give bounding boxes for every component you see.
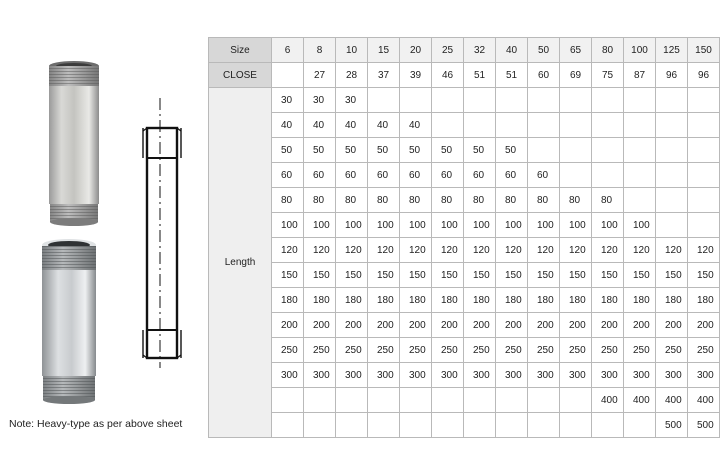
length-row [209,188,720,213]
length-cell [560,163,592,188]
length-cell: 60 [336,163,368,188]
length-cell [464,113,496,138]
length-cell: 100 [560,213,592,238]
length-cell: 100 [496,213,528,238]
length-label: Length [209,88,272,438]
length-cell: 250 [272,338,304,363]
length-cell [496,88,528,113]
length-cell: 60 [496,163,528,188]
length-row [209,138,720,163]
length-cell: 60 [400,163,432,188]
stainless-pipe-nipple-photo [46,60,102,226]
length-row [209,288,720,313]
length-cell: 150 [400,263,432,288]
close-cell: 60 [528,63,560,88]
length-cell [624,138,656,163]
length-cell: 300 [304,363,336,388]
length-cell [400,88,432,113]
close-cell: 46 [432,63,464,88]
length-cell: 180 [336,288,368,313]
length-cell: 250 [368,338,400,363]
size-cell: 8 [304,38,336,63]
length-cell [560,413,592,438]
size-cell: 50 [528,38,560,63]
length-cell: 200 [304,313,336,338]
length-cell: 180 [272,288,304,313]
length-cell: 80 [592,188,624,213]
size-cell: 65 [560,38,592,63]
length-cell: 300 [432,363,464,388]
length-cell: 200 [464,313,496,338]
length-cell: 300 [496,363,528,388]
length-cell: 80 [336,188,368,213]
length-cell: 150 [368,263,400,288]
length-cell: 150 [688,263,720,288]
length-cell: 100 [368,213,400,238]
length-cell [560,113,592,138]
length-cell [528,113,560,138]
length-cell [400,413,432,438]
length-cell: 200 [336,313,368,338]
length-cell: 80 [272,188,304,213]
length-cell: 200 [592,313,624,338]
length-cell: 400 [688,388,720,413]
length-cell [528,413,560,438]
length-cell: 150 [464,263,496,288]
size-cell: 150 [688,38,720,63]
length-cell: 180 [592,288,624,313]
length-cell: 250 [560,338,592,363]
length-cell [624,113,656,138]
length-cell: 100 [464,213,496,238]
length-cell: 40 [368,113,400,138]
length-cell [624,88,656,113]
size-cell: 15 [368,38,400,63]
length-cell: 120 [688,238,720,263]
length-cell: 150 [656,263,688,288]
length-cell: 100 [336,213,368,238]
length-cell: 150 [272,263,304,288]
length-cell [432,113,464,138]
length-cell: 120 [368,238,400,263]
length-cell: 400 [656,388,688,413]
length-cell [432,413,464,438]
size-row [209,38,720,63]
length-cell [560,388,592,413]
length-row [209,313,720,338]
close-cell [272,63,304,88]
length-cell: 180 [368,288,400,313]
length-cell [272,413,304,438]
length-cell: 80 [432,188,464,213]
length-cell: 120 [624,238,656,263]
length-cell: 180 [464,288,496,313]
length-cell: 80 [528,188,560,213]
length-cell: 200 [560,313,592,338]
length-cell: 300 [528,363,560,388]
length-cell [336,388,368,413]
length-cell [656,88,688,113]
length-cell [624,413,656,438]
length-cell: 200 [688,313,720,338]
length-cell: 180 [400,288,432,313]
length-cell: 80 [496,188,528,213]
length-cell: 60 [528,163,560,188]
length-cell: 200 [272,313,304,338]
close-cell: 28 [336,63,368,88]
close-label: CLOSE [209,63,272,88]
close-cell: 37 [368,63,400,88]
length-cell: 180 [560,288,592,313]
close-cell: 27 [304,63,336,88]
length-cell: 400 [592,388,624,413]
length-cell: 200 [496,313,528,338]
length-cell: 250 [624,338,656,363]
length-cell: 50 [336,138,368,163]
length-cell [592,113,624,138]
length-cell: 250 [432,338,464,363]
length-cell: 400 [624,388,656,413]
length-cell: 150 [336,263,368,288]
length-cell: 80 [368,188,400,213]
length-cell: 60 [432,163,464,188]
length-cell: 300 [688,363,720,388]
length-cell [656,188,688,213]
galvanized-pipe-nipple-photo [38,238,100,404]
length-cell: 80 [560,188,592,213]
length-cell: 100 [304,213,336,238]
length-cell: 50 [368,138,400,163]
length-cell: 100 [432,213,464,238]
close-cell: 69 [560,63,592,88]
length-row [209,363,720,388]
length-cell: 120 [464,238,496,263]
size-cell: 10 [336,38,368,63]
length-cell [368,88,400,113]
length-cell [592,138,624,163]
length-cell: 300 [272,363,304,388]
length-cell: 150 [624,263,656,288]
length-cell [432,388,464,413]
length-cell [624,163,656,188]
length-cell [304,413,336,438]
size-cell: 6 [272,38,304,63]
length-cell: 150 [528,263,560,288]
size-label: Size [209,38,272,63]
length-cell: 180 [688,288,720,313]
length-cell: 40 [304,113,336,138]
size-cell: 80 [592,38,624,63]
length-cell: 200 [656,313,688,338]
length-cell: 300 [624,363,656,388]
length-cell [656,213,688,238]
length-cell: 250 [336,338,368,363]
length-cell [688,213,720,238]
length-cell: 100 [272,213,304,238]
length-cell: 100 [592,213,624,238]
length-cell [496,113,528,138]
length-cell: 180 [656,288,688,313]
length-cell: 50 [400,138,432,163]
length-cell: 150 [592,263,624,288]
close-cell: 39 [400,63,432,88]
length-cell: 250 [656,338,688,363]
length-cell [592,413,624,438]
length-cell: 250 [528,338,560,363]
length-cell: 180 [496,288,528,313]
length-cell: 150 [560,263,592,288]
length-cell: 300 [592,363,624,388]
length-cell: 200 [368,313,400,338]
close-cell: 87 [624,63,656,88]
length-cell: 50 [304,138,336,163]
length-cell [368,388,400,413]
length-cell: 60 [368,163,400,188]
length-cell [656,113,688,138]
length-cell [560,138,592,163]
length-cell: 120 [528,238,560,263]
close-cell: 96 [656,63,688,88]
length-cell: 100 [400,213,432,238]
length-cell: 40 [400,113,432,138]
length-cell: 250 [304,338,336,363]
length-row [209,88,720,113]
length-cell [272,388,304,413]
close-row [209,63,720,88]
length-cell: 180 [528,288,560,313]
length-cell: 60 [464,163,496,188]
length-cell [464,88,496,113]
length-cell: 80 [400,188,432,213]
length-cell: 200 [432,313,464,338]
length-cell: 30 [304,88,336,113]
length-cell [336,413,368,438]
footnote: Note: Heavy-type as per above sheet [9,418,183,430]
length-cell [464,413,496,438]
length-cell [496,388,528,413]
length-cell [560,88,592,113]
length-cell: 30 [272,88,304,113]
length-cell: 250 [592,338,624,363]
length-cell: 250 [688,338,720,363]
length-cell: 50 [272,138,304,163]
size-cell: 32 [464,38,496,63]
size-cell: 20 [400,38,432,63]
length-cell [688,163,720,188]
length-cell: 300 [400,363,432,388]
length-cell [400,388,432,413]
length-row [209,263,720,288]
length-cell [592,163,624,188]
length-cell: 300 [336,363,368,388]
length-cell [496,413,528,438]
size-cell: 25 [432,38,464,63]
length-row [209,163,720,188]
length-cell: 180 [432,288,464,313]
length-cell: 200 [400,313,432,338]
length-cell: 500 [656,413,688,438]
length-cell: 50 [496,138,528,163]
length-row [209,338,720,363]
length-cell: 180 [624,288,656,313]
length-cell: 250 [496,338,528,363]
length-cell: 150 [496,263,528,288]
length-cell [592,88,624,113]
length-cell [688,188,720,213]
length-cell: 300 [464,363,496,388]
length-row [209,238,720,263]
close-cell: 51 [496,63,528,88]
length-row [209,388,720,413]
length-cell: 300 [368,363,400,388]
length-cell: 250 [400,338,432,363]
length-cell [656,138,688,163]
length-cell: 50 [432,138,464,163]
pipe-nipple-technical-drawing [140,98,186,368]
length-cell [528,88,560,113]
pipe-nipple-size-table [208,37,720,438]
length-cell [528,138,560,163]
close-cell: 75 [592,63,624,88]
length-cell: 60 [272,163,304,188]
length-cell: 30 [336,88,368,113]
length-cell: 120 [592,238,624,263]
length-cell: 40 [336,113,368,138]
length-cell [688,138,720,163]
length-cell: 120 [496,238,528,263]
length-cell [432,88,464,113]
size-cell: 40 [496,38,528,63]
length-row [209,413,720,438]
length-cell [528,388,560,413]
length-cell: 40 [272,113,304,138]
length-cell: 200 [624,313,656,338]
length-cell [656,163,688,188]
length-cell: 80 [464,188,496,213]
length-cell [368,413,400,438]
length-cell: 120 [304,238,336,263]
size-cell: 125 [656,38,688,63]
length-cell [304,388,336,413]
length-cell [624,188,656,213]
length-cell: 120 [272,238,304,263]
length-cell: 180 [304,288,336,313]
length-cell: 250 [464,338,496,363]
length-cell: 120 [656,238,688,263]
length-row [209,113,720,138]
length-cell: 120 [336,238,368,263]
close-cell: 51 [464,63,496,88]
length-cell: 100 [624,213,656,238]
length-cell: 120 [560,238,592,263]
length-cell: 150 [304,263,336,288]
length-row [209,213,720,238]
length-cell: 150 [432,263,464,288]
size-cell: 100 [624,38,656,63]
length-cell: 100 [528,213,560,238]
length-cell: 500 [688,413,720,438]
length-cell: 300 [560,363,592,388]
length-cell: 80 [304,188,336,213]
length-cell: 200 [528,313,560,338]
length-cell: 120 [432,238,464,263]
length-cell: 120 [400,238,432,263]
length-cell: 300 [656,363,688,388]
length-cell [464,388,496,413]
length-cell [688,113,720,138]
length-cell: 60 [304,163,336,188]
length-cell: 50 [464,138,496,163]
close-cell: 96 [688,63,720,88]
length-cell [688,88,720,113]
